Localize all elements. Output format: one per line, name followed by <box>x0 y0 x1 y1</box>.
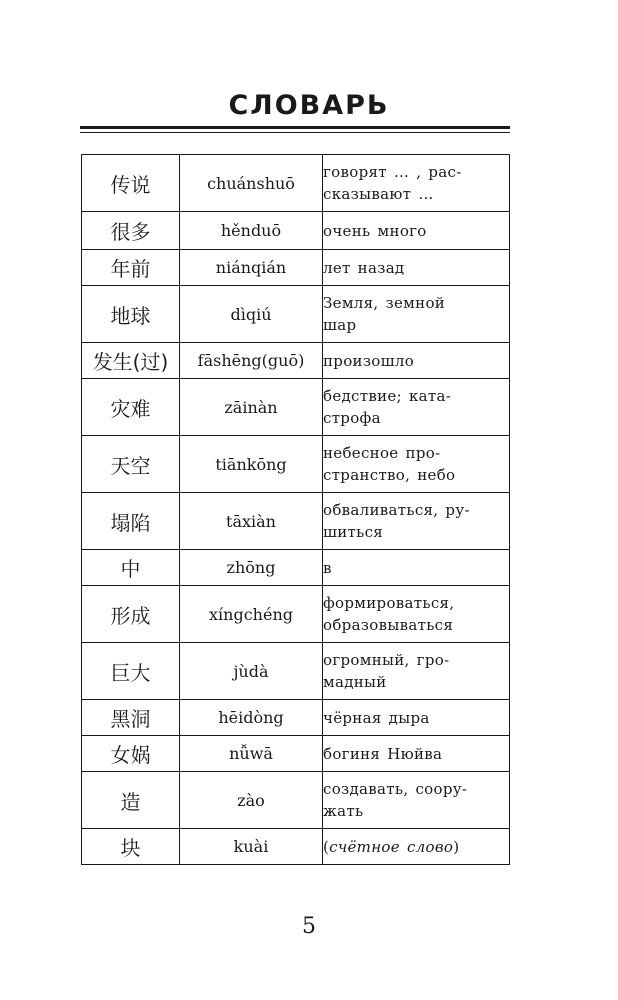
translation-text: небесное про- странство, небо <box>323 444 456 484</box>
pinyin-cell: dìqiú <box>180 286 323 343</box>
translation-text: огромный, гро- мадный <box>323 651 450 691</box>
translation-cell <box>323 643 510 700</box>
pinyin-cell: hēidòng <box>180 700 323 736</box>
translation-cell <box>323 493 510 550</box>
translation-text: обваливаться, ру- шиться <box>323 501 470 541</box>
translation-cell: (счётное слово) <box>323 829 510 865</box>
hanzi-cell: 塌陷 <box>82 493 180 550</box>
hanzi-cell: 发生(过) <box>82 343 180 379</box>
table-row <box>82 250 510 286</box>
translation-text: очень много <box>323 221 427 240</box>
pinyin-cell: hěnduō <box>180 212 323 250</box>
translation-text: счётное слово <box>329 837 454 856</box>
table-row <box>82 286 510 343</box>
pinyin-cell: fāshēng(guō) <box>180 343 323 379</box>
pinyin-cell: zāinàn <box>180 379 323 436</box>
hanzi-cell: 天空 <box>82 436 180 493</box>
hanzi-cell: 黑洞 <box>82 700 180 736</box>
translation-text: создавать, соору- жать <box>323 780 468 820</box>
translation-text: богиня Нюйва <box>323 744 443 763</box>
pinyin-cell: jùdà <box>180 643 323 700</box>
translation-text: произошло <box>323 351 415 370</box>
title-rule-thick <box>80 126 510 129</box>
hanzi-cell: 传说 <box>82 155 180 212</box>
pinyin-cell: tāxiàn <box>180 493 323 550</box>
pinyin-cell: nǚwā <box>180 736 323 772</box>
translation-cell <box>323 772 510 829</box>
pinyin-cell: xíngchéng <box>180 586 323 643</box>
hanzi-cell: 年前 <box>82 250 180 286</box>
hanzi-cell: 很多 <box>82 212 180 250</box>
hanzi-cell: 灾难 <box>82 379 180 436</box>
table-row <box>82 379 510 436</box>
translation-text: бедствие; ката- строфа <box>323 387 452 427</box>
hanzi-cell: 地球 <box>82 286 180 343</box>
pinyin-cell: zhōng <box>180 550 323 586</box>
translation-cell <box>323 436 510 493</box>
pinyin-cell: tiānkōng <box>180 436 323 493</box>
table-row <box>82 436 510 493</box>
pinyin-cell: niánqián <box>180 250 323 286</box>
translation-cell <box>323 700 510 736</box>
translation-cell <box>323 550 510 586</box>
pinyin-cell: chuánshuō <box>180 155 323 212</box>
pinyin-cell: kuài <box>180 829 323 865</box>
table-row <box>82 212 510 250</box>
hanzi-cell: 女娲 <box>82 736 180 772</box>
table-row <box>82 736 510 772</box>
hanzi-cell: 中 <box>82 550 180 586</box>
hanzi-cell: 巨大 <box>82 643 180 700</box>
translation-cell <box>323 286 510 343</box>
translation-cell <box>323 343 510 379</box>
hanzi-cell: 形成 <box>82 586 180 643</box>
table-row <box>82 155 510 212</box>
translation-cell <box>323 212 510 250</box>
hanzi-cell: 造 <box>82 772 180 829</box>
table-row <box>82 829 510 865</box>
page-title: СЛОВАРЬ <box>228 90 390 121</box>
hanzi-cell: 块 <box>82 829 180 865</box>
page-number: 5 <box>302 914 316 939</box>
translation-text: Земля, земной шар <box>323 294 446 334</box>
table-row <box>82 586 510 643</box>
table-row <box>82 343 510 379</box>
translation-cell <box>323 379 510 436</box>
translation-cell <box>323 586 510 643</box>
vocabulary-table <box>81 154 510 865</box>
table-row <box>82 700 510 736</box>
pinyin-cell: zào <box>180 772 323 829</box>
translation-text: формироваться, образовываться <box>323 594 455 634</box>
translation-text: лет назад <box>323 258 405 277</box>
translation-text: в <box>323 558 332 577</box>
translation-cell <box>323 155 510 212</box>
translation-text: чёрная дыра <box>323 708 430 727</box>
translation-cell <box>323 250 510 286</box>
translation-cell <box>323 736 510 772</box>
table-row <box>82 550 510 586</box>
table-row <box>82 772 510 829</box>
translation-text: говорят … , рас- сказывают … <box>323 163 462 203</box>
table-row <box>82 643 510 700</box>
table-row <box>82 493 510 550</box>
title-rule-thin <box>80 132 510 133</box>
